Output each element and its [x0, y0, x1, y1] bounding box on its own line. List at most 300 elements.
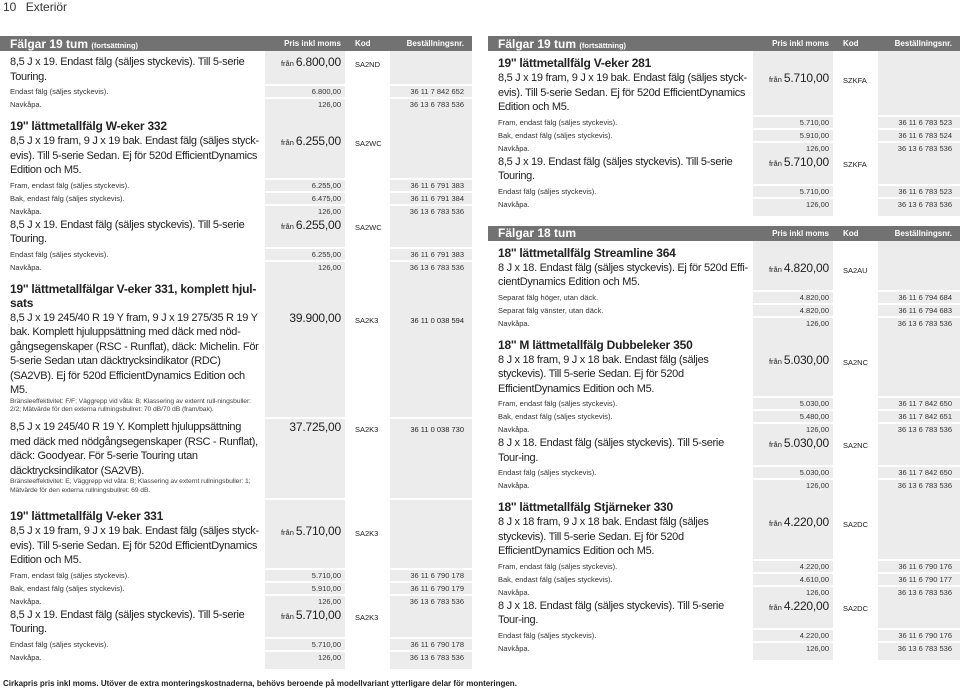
option-code: SA2K3 [355, 315, 379, 325]
price-value: 5.710,00 [295, 524, 341, 539]
price-table-section [488, 226, 960, 660]
option-code [345, 193, 390, 204]
item-price [753, 561, 833, 572]
table-row [488, 71, 960, 115]
item-description: Navkåpa. [10, 652, 42, 662]
price-value: 5.480,00 [799, 412, 829, 421]
item-description: Navkåpa. [498, 643, 530, 653]
item-price [265, 583, 345, 594]
table-row [488, 572, 960, 585]
option-code: SA2AU [843, 265, 868, 275]
order-number: 36 11 7 842 651 [898, 412, 952, 421]
item-price [753, 436, 833, 465]
order-number [878, 515, 960, 559]
product-heading [0, 119, 472, 133]
order-number: 36 11 6 790 179 [410, 583, 464, 593]
item-description: 8,5 J x 19. Endast fälg (säljes styckevis). Till 5-serie Touring. [10, 218, 245, 245]
order-number: 36 13 6 783 536 [897, 587, 952, 597]
option-code [833, 117, 878, 128]
table-row [0, 178, 472, 191]
price-value: 126,00 [806, 143, 829, 153]
table-row [0, 608, 472, 637]
price-value: 37.725,00 [289, 420, 341, 435]
price-value: 126,00 [318, 100, 341, 109]
order-number: 36 11 6 790 178 [410, 570, 464, 580]
order-number: 36 11 0 038 594 [410, 315, 464, 325]
price-value: 126,00 [806, 318, 829, 328]
item-description: 8,5 J x 19 fram, 9 J x 19 bak. Endast fälg (säljes styck-evis). Till 5-serie Sedan. Ej för 520d EfficientDynamics Edition och M5. [498, 72, 747, 113]
item-description: Navkåpa. [10, 100, 42, 109]
item-price [265, 99, 345, 110]
order-number: 36 13 6 783 536 [897, 481, 952, 490]
from-label: från [280, 221, 294, 231]
option-code [833, 467, 878, 478]
option-code [345, 86, 390, 97]
section-subtitle: (fortsättning) [91, 40, 139, 50]
column-header-code: Kod [355, 39, 371, 48]
from-label: från [768, 264, 782, 274]
option-code [345, 652, 390, 663]
page-header [3, 0, 67, 14]
tyre-label-note [0, 398, 472, 420]
option-code: SA2ND [355, 60, 381, 69]
order-number: 36 11 0 038 730 [410, 425, 464, 435]
price-table-section [0, 36, 472, 669]
item-description: Endast fälg (säljes styckevis). [10, 639, 109, 649]
from-label: från [768, 158, 782, 168]
item-price [753, 398, 833, 409]
price-value: 5.710,00 [311, 639, 341, 649]
table-row [488, 436, 960, 465]
item-price [753, 411, 833, 422]
order-number: 36 13 6 783 536 [897, 143, 952, 153]
option-code [345, 262, 390, 273]
order-number [878, 261, 960, 290]
price-value: 126,00 [806, 425, 829, 434]
table-row [488, 559, 960, 572]
table-row [488, 115, 960, 128]
item-description: Endast fälg (säljes styckevis). [498, 468, 597, 477]
order-number: 36 11 6 790 178 [410, 639, 464, 649]
column-header-price: Pris inkl moms [772, 228, 829, 238]
option-code [833, 130, 878, 141]
item-description: 8 J x 18. Endast fälg (säljes styckevis). Till 5-serie Tour-ing. [498, 599, 724, 626]
price-value: 4.820,00 [799, 292, 829, 302]
table-row [0, 97, 472, 110]
item-description: 8,5 J x 19 245/40 R 19 Y fram, 9 J x 19 275/35 R 19 Y bak. Komplett hjuluppsättning med däck med nöd-gångsegenskaper (RSC - Runflat), däck: Michelin. För 5-serie Sedan utan däcktrycksindikator (RDC) (SA2VB). Ej för 520d EfficientDynamics Edition och M5. [10, 311, 259, 396]
table-row [0, 524, 472, 568]
table-body [488, 241, 960, 654]
from-label: från [768, 75, 782, 84]
item-description: 8,5 J x 19 245/40 R 19 Y. Komplett hjuluppsättning med däck med nödgångsegenskaper (RSC - Runflat), däck: Goodyear. För 5-serie Touring utan däcktrycksindikator (SA2VB). [10, 421, 258, 477]
price-value: 6.255,00 [311, 249, 341, 259]
item-description: 8 J x 18 fram, 9 J x 18 bak. Endast fälg (säljes styckevis). Till 5-serie Sedan. Ej för 520d EfficientDynamics Edition och M5. [498, 516, 709, 557]
option-code [345, 206, 390, 217]
option-code [345, 583, 390, 594]
item-description: Navkåpa. [498, 143, 530, 153]
price-value: 5.030,00 [783, 352, 829, 367]
product-name: 18'' M lättmetallfälg Dubbeleker 350 [498, 337, 693, 352]
table-row [0, 247, 472, 260]
product-heading [488, 56, 960, 70]
table-row [488, 396, 960, 409]
item-price [265, 652, 345, 663]
item-description: Endast fälg (säljes styckevis). [10, 87, 109, 96]
item-price [753, 599, 833, 628]
product-name: 18'' lättmetallfälg Streamline 364 [498, 245, 676, 260]
table-row [488, 641, 960, 654]
table-row [488, 599, 960, 628]
item-price [265, 206, 345, 217]
order-number: 36 11 6 791 384 [410, 193, 464, 203]
table-row [488, 409, 960, 422]
order-number: 36 13 6 783 536 [409, 100, 464, 109]
item-description: Navkåpa. [498, 587, 530, 597]
table-row [0, 568, 472, 581]
price-value: 39.900,00 [289, 310, 341, 325]
order-number: 36 11 6 783 523 [898, 117, 952, 127]
table-row [0, 84, 472, 97]
item-description: Endast fälg (säljes styckevis). [10, 249, 109, 259]
option-code: SA2NC [843, 441, 869, 450]
order-number: 36 13 6 783 536 [897, 318, 952, 328]
item-description: Fram, endast fälg (säljes styckevis). [10, 180, 130, 190]
order-number: 36 13 6 783 536 [409, 262, 464, 272]
table-row [0, 637, 472, 650]
order-number [878, 599, 960, 628]
note-text: Bränsleeffektivitet: F/F; Väggrepp vid våta: B; Klassering av externt rull-ningsbuller: 2/2; Mätvärde för den externa rullningsbullret: 70 dB/70 dB (fram/bak). [10, 397, 251, 413]
column-header-price: Pris inkl moms [284, 39, 341, 48]
item-price [753, 630, 833, 641]
item-description: 8,5 J x 19 fram, 9 J x 19 bak. Endast fälg (säljes styck-evis). Till 5-serie Sedan. Ej för 520d EfficientDynamics Edition och M5. [10, 525, 259, 567]
right-column [488, 36, 960, 670]
table-row [0, 650, 472, 663]
item-description: Bak, endast fälg (säljes styckevis). [498, 412, 613, 421]
order-number [878, 155, 960, 184]
table-row [0, 311, 472, 398]
option-code: SA2WC [355, 222, 382, 232]
order-number [390, 218, 472, 247]
item-price [265, 134, 345, 178]
table-header [488, 36, 960, 51]
item-price [265, 570, 345, 581]
option-code [833, 630, 878, 641]
order-number: 36 11 6 790 176 [898, 561, 952, 571]
price-value: 5.710,00 [783, 71, 829, 85]
note-text: Bränsleeffektivitet: E; Väggrepp vid våta: B; Klassering av externt rullningsbuller: 1; Mätvärde för den externa rullningsbullret: 69 dB. [10, 478, 251, 494]
option-code [833, 318, 878, 329]
price-value: 6.800,00 [311, 87, 341, 96]
table-row [0, 260, 472, 273]
item-price [753, 199, 833, 210]
item-price [753, 353, 833, 397]
price-value: 5.910,00 [799, 130, 829, 140]
option-code [833, 143, 878, 154]
section-subtitle: (fortsättning) [579, 40, 627, 50]
item-price [265, 193, 345, 204]
item-description: Navkåpa. [10, 262, 42, 272]
item-description: 8 J x 18 fram, 9 J x 18 bak. Endast fälg (säljes styckevis). Till 5-serie Sedan. Ej för 520d EfficientDynamics Edition och M5. [498, 353, 709, 395]
section-title-text: Fälgar 18 tum [498, 226, 577, 240]
price-value: 4.220,00 [783, 515, 829, 529]
price-value: 5.710,00 [783, 154, 829, 169]
item-price [265, 420, 345, 478]
option-code [833, 411, 878, 422]
item-description: 8,5 J x 19 fram, 9 J x 19 bak. Endast fälg (säljes styck-evis). Till 5-serie Sedan. Ej för 520d EfficientDynamics Edition och M5. [10, 135, 259, 176]
from-label: från [280, 138, 294, 147]
price-value: 5.710,00 [311, 570, 341, 580]
table-row [488, 585, 960, 598]
table-row [0, 55, 472, 84]
column-header-code: Kod [843, 39, 859, 48]
option-code [345, 639, 390, 650]
item-price [753, 318, 833, 329]
price-value: 126,00 [806, 587, 829, 597]
from-label: från [280, 611, 294, 621]
item-price [265, 524, 345, 568]
price-value: 6.255,00 [295, 217, 341, 232]
order-number: 36 11 6 783 523 [898, 186, 952, 196]
table-row [488, 422, 960, 435]
option-code: SA2WC [355, 139, 382, 148]
option-code [833, 561, 878, 572]
item-price [753, 424, 833, 435]
item-price [753, 587, 833, 598]
order-number: 36 11 6 794 684 [898, 292, 952, 302]
price-value: 6.800,00 [295, 55, 341, 69]
option-code: SA2K3 [355, 425, 379, 435]
option-code: SA2K3 [355, 612, 379, 622]
option-code [345, 596, 390, 607]
price-value: 126,00 [318, 596, 341, 606]
section-title-text: Fälgar 19 tum [498, 36, 577, 51]
table-row [488, 141, 960, 154]
item-price [753, 305, 833, 316]
table-row [488, 316, 960, 329]
item-description: Fram, endast fälg (säljes styckevis). [498, 561, 618, 571]
option-code [833, 305, 878, 316]
from-label: från [768, 602, 782, 612]
item-description: 8 J x 18. Endast fälg (säljes styckevis). Ej för 520d Effi-cientDynamics Edition och M5. [498, 261, 748, 288]
product-name: 19'' lättmetallfälg V-eker 331 [10, 509, 164, 524]
item-description: Separat fälg höger, utan däck. [498, 292, 599, 302]
item-price [265, 218, 345, 247]
item-description: Navkåpa. [498, 318, 530, 328]
page-title: Exteriör [25, 0, 68, 14]
item-description: Separat fälg vänster, utan däck. [498, 305, 604, 315]
price-value: 126,00 [318, 262, 341, 272]
from-label: från [768, 440, 782, 449]
table-row [0, 191, 472, 204]
item-price [265, 639, 345, 650]
item-price [753, 574, 833, 585]
table-row [0, 420, 472, 478]
table-row [488, 353, 960, 397]
item-description: Fram, endast fälg (säljes styckevis). [498, 399, 618, 408]
product-name: 19'' lättmetallfälg W-eker 332 [10, 119, 167, 133]
option-code [345, 249, 390, 260]
item-price [753, 292, 833, 303]
item-price [753, 480, 833, 491]
order-number: 36 11 6 790 176 [898, 630, 952, 640]
option-code: SA2DC [843, 603, 869, 613]
price-value: 5.030,00 [799, 399, 829, 408]
product-name: 18'' lättmetallfälg Stjärneker 330 [498, 500, 673, 514]
left-column [0, 36, 472, 679]
section-title-text: Fälgar 19 tum [10, 36, 89, 51]
item-price [753, 155, 833, 184]
price-value: 126,00 [318, 206, 341, 216]
product-heading [488, 246, 960, 260]
table-row [0, 204, 472, 217]
price-value: 126,00 [806, 643, 829, 653]
price-value: 5.710,00 [799, 117, 829, 127]
price-value: 4.820,00 [799, 305, 829, 315]
option-code [833, 587, 878, 598]
table-row [488, 465, 960, 478]
option-code [833, 480, 878, 491]
item-description: Bak, endast fälg (säljes styckevis). [10, 193, 125, 203]
order-number: 36 11 7 842 650 [898, 399, 952, 408]
item-price [753, 261, 833, 290]
from-label: från [280, 59, 294, 68]
item-price [265, 55, 345, 84]
order-number: 36 11 7 842 652 [410, 87, 464, 96]
table-row [488, 303, 960, 316]
price-value: 126,00 [806, 199, 829, 209]
from-label: från [768, 519, 782, 528]
option-code [345, 99, 390, 110]
price-value: 4.220,00 [799, 630, 829, 640]
table-header [0, 36, 472, 51]
item-price [753, 643, 833, 654]
item-description: Bak, endast fälg (säljes styckevis). [498, 130, 613, 140]
footer-note: Cirkapris pris inkl moms. Utöver de extra monteringskostnaderna, behövs beroende på modellvariant ytterligare delar för monteringen. [3, 679, 517, 688]
item-description: Navkåpa. [498, 425, 530, 434]
item-price [753, 467, 833, 478]
order-number: 36 11 7 842 650 [898, 468, 952, 477]
item-price [753, 143, 833, 154]
price-table-section [488, 36, 960, 216]
column-header-order-number: Beställningsnr. [894, 228, 952, 238]
order-number [878, 71, 960, 115]
price-value: 5.710,00 [295, 607, 341, 622]
table-row [0, 581, 472, 594]
table-row [488, 197, 960, 210]
order-number [390, 608, 472, 637]
item-price [265, 86, 345, 97]
order-number: 36 11 6 791 383 [410, 180, 464, 190]
option-code: SA2DC [843, 520, 869, 529]
order-number: 36 11 6 791 383 [410, 249, 464, 259]
order-number: 36 11 6 790 177 [898, 574, 952, 584]
table-row [488, 478, 960, 491]
price-value: 4.820,00 [783, 260, 829, 275]
item-description: 8 J x 18. Endast fälg (säljes styckevis). Till 5-serie Tour-ing. [498, 437, 724, 464]
table-row [488, 290, 960, 303]
item-description: Bak, endast fälg (säljes styckevis). [498, 574, 613, 584]
product-heading [488, 500, 960, 514]
column-header-price: Pris inkl moms [772, 39, 829, 48]
option-code: SA2NC [843, 357, 869, 367]
from-label: från [768, 356, 782, 366]
table-row [488, 515, 960, 559]
table-row [488, 628, 960, 641]
from-label: från [280, 528, 294, 538]
option-code [833, 186, 878, 197]
tyre-label-note [0, 478, 472, 500]
order-number: 36 13 6 783 536 [409, 206, 464, 216]
section-title [0, 37, 265, 51]
order-number: 36 11 6 783 524 [898, 130, 952, 140]
order-number: 36 13 6 783 536 [409, 596, 464, 606]
product-heading [0, 509, 472, 523]
table-row [488, 128, 960, 141]
order-number [390, 134, 472, 178]
order-number [878, 436, 960, 465]
item-description: Fram, endast fälg (säljes styckevis). [10, 570, 130, 580]
table-body [488, 51, 960, 210]
option-code [833, 574, 878, 585]
option-code [345, 570, 390, 581]
item-description: Endast fälg (säljes styckevis). [498, 630, 597, 640]
product-name: 19'' lättmetallfälgar V-eker 331, komplett hjul-sats [10, 281, 257, 310]
table-row [0, 218, 472, 247]
product-heading [0, 282, 472, 310]
option-code: SZKFA [843, 159, 867, 169]
column-header-order-number: Beställningsnr. [894, 39, 952, 48]
section-title [488, 37, 753, 51]
price-value: 126,00 [806, 481, 829, 490]
option-code [345, 180, 390, 191]
price-value: 4.220,00 [783, 598, 829, 613]
price-value: 6.255,00 [311, 180, 341, 190]
order-number: 36 11 6 794 683 [898, 305, 952, 315]
item-description: Navkåpa. [10, 206, 42, 216]
table-row [0, 134, 472, 178]
item-price [265, 262, 345, 273]
option-code: SA2K3 [355, 529, 379, 539]
price-value: 6.255,00 [295, 134, 341, 148]
table-body [0, 51, 472, 663]
item-description: Bak, endast fälg (säljes styckevis). [10, 583, 125, 593]
price-value: 4.610,00 [799, 574, 829, 584]
item-price [753, 130, 833, 141]
item-description: Navkåpa. [498, 481, 530, 490]
item-description: Endast fälg (säljes styckevis). [498, 186, 597, 196]
item-description: Navkåpa. [498, 199, 530, 209]
price-value: 6.475,00 [311, 193, 341, 203]
product-heading [488, 338, 960, 352]
option-code [833, 199, 878, 210]
item-price [265, 311, 345, 398]
product-name: 19'' lättmetallfälg V-eker 281 [498, 56, 652, 70]
option-code [833, 643, 878, 654]
table-row [488, 184, 960, 197]
item-price [265, 180, 345, 191]
item-description: Navkåpa. [10, 596, 42, 606]
item-price [753, 515, 833, 559]
table-row [0, 594, 472, 607]
page-number: 10 [3, 0, 17, 14]
order-number: 36 13 6 783 536 [897, 643, 952, 653]
order-number: 36 13 6 783 536 [897, 199, 952, 209]
price-value: 5.710,00 [799, 186, 829, 196]
item-price [265, 608, 345, 637]
table-row [488, 155, 960, 184]
table-row [488, 261, 960, 290]
order-number [390, 55, 472, 84]
